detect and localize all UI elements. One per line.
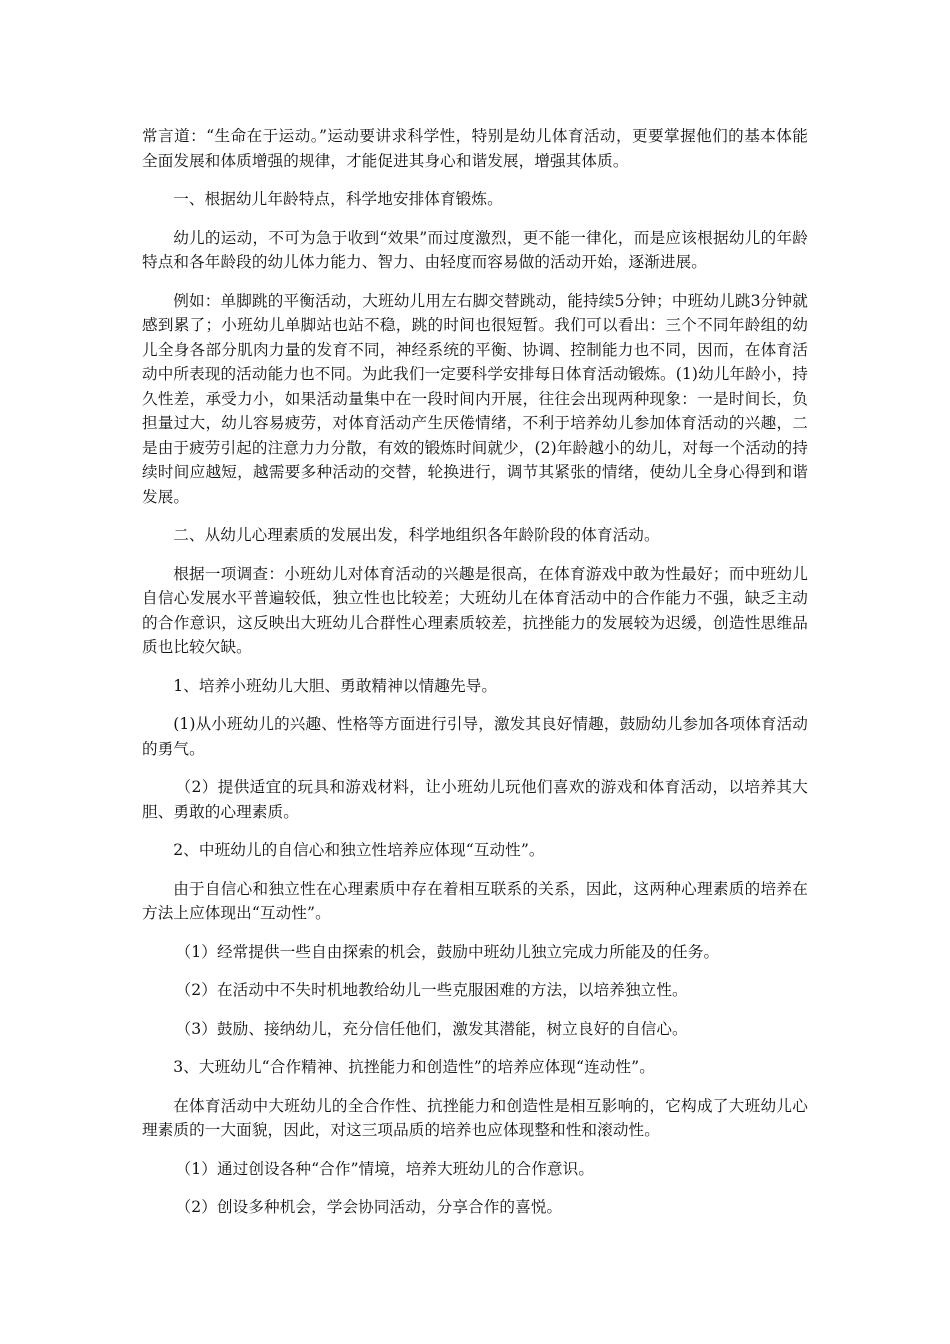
list-item: （3）鼓励、接纳幼儿，充分信任他们，激发其潜能，树立良好的自信心。 [175,1019,688,1038]
subheading-3: 3、大班幼儿“合作精神、抗挫能力和创造性”的培养应体现“连动性”。 [173,1058,655,1076]
list-item: （1）经常提供一些自由探索的机会，鼓励中班幼儿独立完成力所能及的任务。 [175,942,720,961]
paragraph: 根据一项调查：小班幼儿对体育活动的兴趣是很高，在体育游戏中敢为性最好；而中班幼儿自信心发展水平普遍较低，独立性也比较差；大班幼儿在体育活动中的合作能力不强，缺乏主动的合作意识，这反映出大班幼儿合群性心理素质较差，抗挫能力的发展较为迟缓，创造性思维品质也比较欠缺。 [142,564,808,656]
paragraph: 由于自信心和独立性在心理素质中存在着相互联系的关系，因此，这两种心理素质的培养在方法上应体现出“互动性”。 [142,879,808,922]
list-item: （2）提供适宜的玩具和游戏材料，让小班幼儿玩他们喜欢的游戏和体育活动，以培养其大胆、勇敢的心理素质。 [142,778,808,821]
paragraph: 在体育活动中大班幼儿的全合作性、抗挫能力和创造性是相互影响的，它构成了大班幼儿心理素质的一大面貌，因此，对这三项品质的培养也应体现整和性和滚动性。 [142,1096,808,1139]
subheading-2: 2、中班幼儿的自信心和独立性培养应体现“互动性”。 [173,841,545,859]
list-item: (1)从小班幼儿的兴趣、性格等方面进行引导，激发其良好情趣，鼓励幼儿参加各项体育活动的勇气。 [142,715,808,758]
list-item: （1）通过创设各种“合作”情境，培养大班幼儿的合作意识。 [175,1159,595,1178]
subheading-1: 1、培养小班幼儿大胆、勇敢精神以情趣先导。 [173,676,498,695]
list-item: （2）创设多种机会，学会协同活动，分享合作的喜悦。 [175,1198,563,1216]
list-item: （2）在活动中不失时机地教给幼儿一些克服困难的方法，以培养独立性。 [175,981,688,999]
paragraph: 幼儿的运动，不可为急于收到“效果”而过度激烈，更不能一律化，而是应该根据幼儿的年龄特点和各年龄段的幼儿体力能力、智力、由轻度而容易做的活动开始，逐渐进展。 [142,228,808,271]
heading-section-1: 一、根据幼儿年龄特点，科学地安排体育锻炼。 [173,190,503,208]
paragraph-intro: 常言道：“生命在于运动。”运动要讲求科学性，特别是幼儿体育活动，更要掌握他们的基本体能全面发展和体质增强的规律，才能促进其身心和谐发展，增强其体质。 [142,127,808,170]
heading-section-2: 二、从幼儿心理素质的发展出发，科学地组织各年龄阶段的体育活动。 [173,526,660,544]
paragraph: 例如：单脚跳的平衡活动，大班幼儿用左右脚交替跳动，能持续5分钟；中班幼儿跳3分钟就感到累了；小班幼儿单脚站也站不稳，跳的时间也很短暂。我们可以看出：三个不同年龄组的幼儿全身各部分肌肉力量的发育不同，神经系统的平衡、协调、控制能力也不同，因而，在体育活动中所表现的活动能力也不同。为此我们一定要科学安排每日体育活动锻炼。(1)幼儿年龄小，持久性差，承受力小，如果活动量集中在一段时间内开展，往往会出现两种现象：一是时间长，负担量过大，幼儿容易疲劳，对体育活动产生厌倦情绪，不利于培养幼儿参加体育活动的兴趣，二是由于疲劳引起的注意力力分散，有效的锻炼时间就少，(2)年龄越小的幼儿，对每一个活动的持续时间应越短，越需要多种活动的交替，轮换进行，调节其紧张的情绪，使幼儿全身心得到和谐发展。 [142,291,808,506]
document-page [142,124,808,1234]
